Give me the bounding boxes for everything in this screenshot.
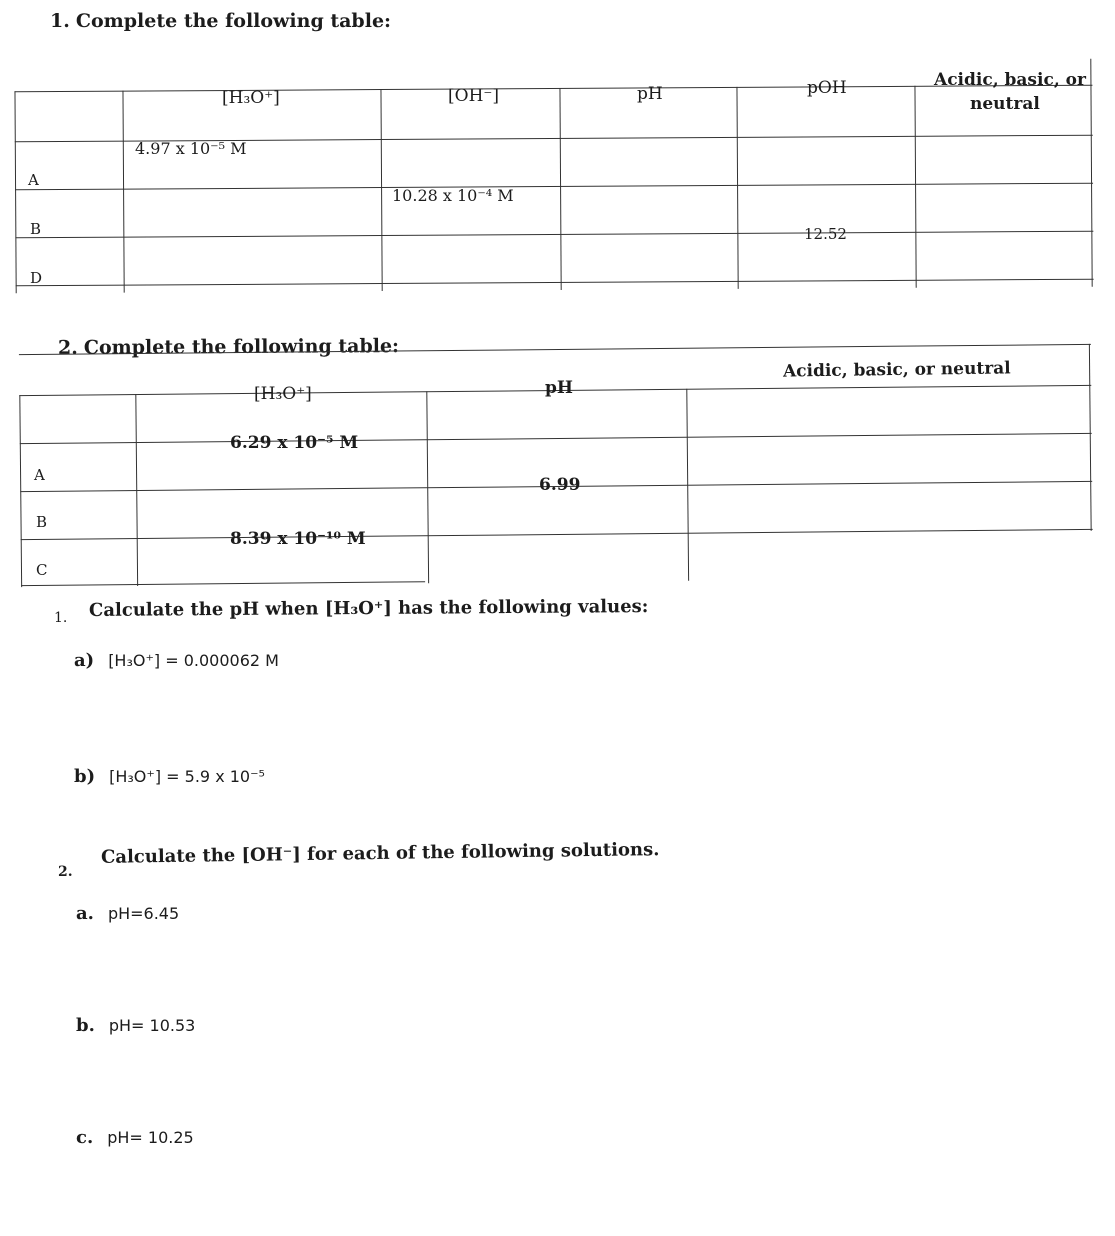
question2-part-c: [76, 1127, 194, 1148]
table1-header-poh: pOH: [807, 78, 847, 98]
table1-header-oh: [OH⁻]: [448, 86, 499, 106]
question1-part-b: [74, 766, 265, 787]
section1-title: Complete the following table:: [75, 10, 392, 32]
table1-row-label-a: A: [28, 171, 39, 189]
question1-part-b-label: b): [74, 766, 96, 787]
question2-part-a-label: a.: [76, 903, 94, 924]
question2-part-c-text: pH= 10.25: [107, 1128, 194, 1147]
question2-number: 2.: [58, 864, 73, 880]
table1-header-h3o: [H₃O⁺]: [222, 88, 280, 108]
table2-row-label-a: A: [34, 466, 45, 484]
question2-part-a: [76, 903, 179, 924]
section1-number: 1.: [50, 10, 70, 32]
table1-d-poh-value: 12.52: [804, 225, 847, 243]
section2-title: Complete the following table:: [83, 335, 400, 359]
question1-number: 1.: [54, 610, 68, 626]
section2-number: 2.: [57, 336, 78, 359]
section1-heading: [50, 10, 391, 32]
table1-header-acidity-line1: Acidic, basic, or: [934, 70, 1086, 90]
table2-header-ph: pH: [545, 378, 573, 398]
table2-a-h3o-value: 6.29 x 10⁻⁵ M: [230, 433, 359, 453]
table-1: [14, 59, 1093, 294]
table2-header-acidity: Acidic, basic, or neutral: [782, 358, 1011, 382]
question1-part-b-text: [H₃O⁺] = 5.9 x 10⁻⁵: [109, 767, 265, 786]
question2-text: Calculate the [OH⁻] for each of the following solutions.: [100, 839, 660, 868]
table2-row-label-b: B: [36, 513, 48, 531]
table1-a-h3o-value: 4.97 x 10⁻⁵ M: [135, 139, 247, 158]
table1-row-label-d: D: [30, 269, 43, 287]
table1-row-label-b: B: [30, 220, 42, 238]
table1-header-acidity-line2: neutral: [970, 94, 1040, 114]
table1-header-ph: pH: [637, 84, 663, 104]
question1-part-a-text: [H₃O⁺] = 0.000062 M: [108, 651, 279, 670]
question2-part-b: [76, 1015, 195, 1036]
table2-b-ph-value: 6.99: [539, 475, 581, 495]
table1-b-oh-value: 10.28 x 10⁻⁴ M: [392, 186, 514, 205]
table2-row-label-c: C: [36, 561, 48, 579]
question1-part-a: [74, 650, 279, 671]
question2-part-a-text: pH=6.45: [107, 904, 180, 923]
question1-text: Calculate the pH when [H₃O⁺] has the following values:: [88, 596, 649, 621]
table2-c-h3o-value: 8.39 x 10⁻¹⁰ M: [230, 529, 366, 549]
question2-part-b-text: pH= 10.53: [108, 1016, 196, 1035]
question2-part-b-label: b.: [76, 1015, 95, 1036]
question1-part-a-label: a): [74, 650, 95, 671]
table2-header-h3o: [H₃O⁺]: [254, 384, 312, 404]
question2-part-c-label: c.: [76, 1127, 94, 1148]
